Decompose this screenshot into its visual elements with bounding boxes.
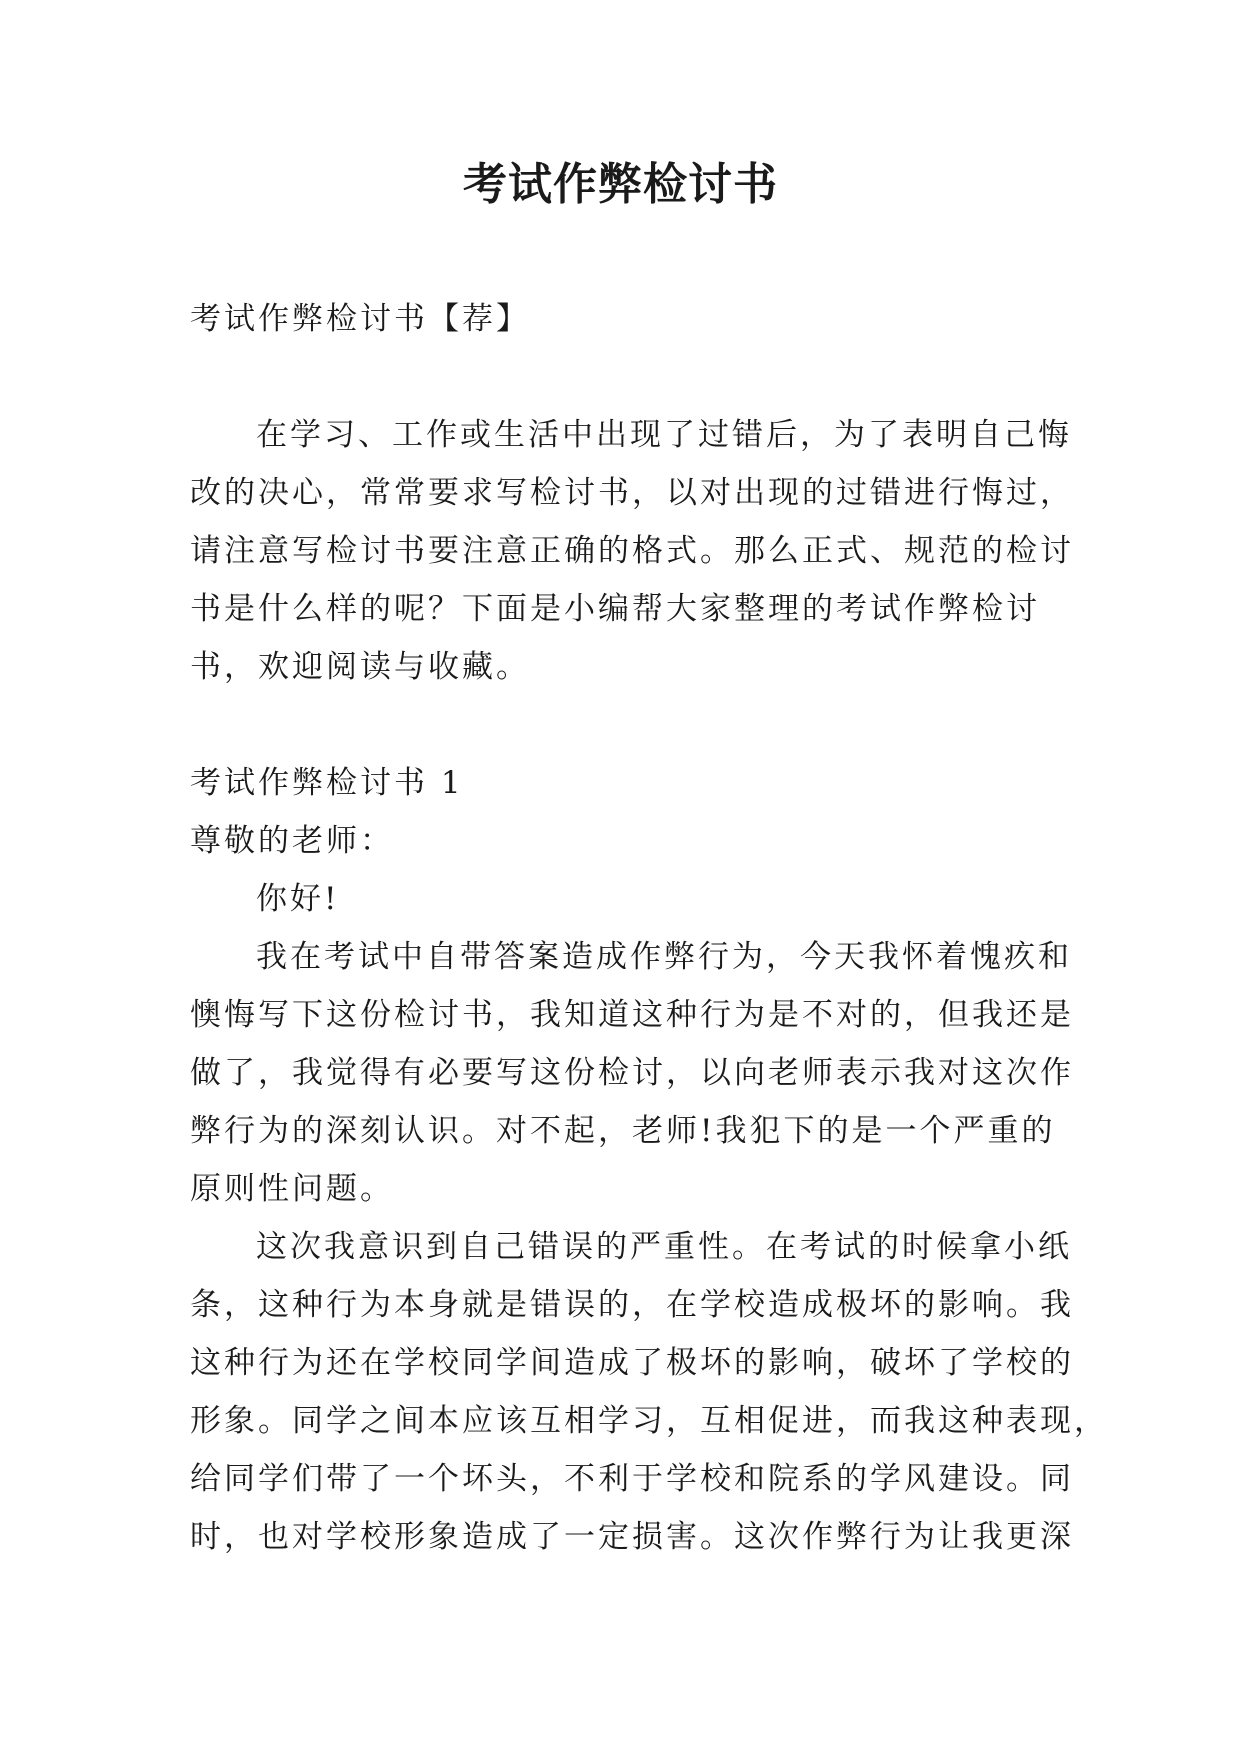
paragraph1-line: 我在考试中自带答案造成作弊行为，今天我怀着愧疚和 (256, 939, 1072, 975)
greeting: 你好! (256, 881, 340, 917)
paragraph1-line: 懊悔写下这份检讨书，我知道这种行为是不对的，但我还是 (190, 997, 1074, 1033)
intro-line: 书，欢迎阅读与收藏。 (190, 649, 530, 685)
paragraph2-line: 这种行为还在学校同学间造成了极坏的影响，破坏了学校的 (190, 1345, 1074, 1381)
blank-line (190, 696, 1060, 754)
blank-line (190, 348, 1060, 406)
paragraph1-line: 做了，我觉得有必要写这份检讨，以向老师表示我对这次作 (190, 1055, 1074, 1091)
paragraph2-line: 时，也对学校形象造成了一定损害。这次作弊行为让我更深 (190, 1519, 1074, 1555)
document-subtitle: 考试作弊检讨书【荐】 (190, 301, 530, 337)
paragraph2-line: 形象。同学之间本应该互相学习，互相促进，而我这种表现， (190, 1403, 1108, 1439)
document-body (190, 290, 1108, 1566)
paragraph1-line: 弊行为的深刻认识。对不起，老师!我犯下的是一个严重的 (190, 1113, 1056, 1149)
paragraph2-line: 这次我意识到自己错误的严重性。在考试的时候拿小纸 (256, 1229, 1072, 1265)
paragraph1-line: 原则性问题。 (190, 1171, 394, 1207)
intro-line: 在学习、工作或生活中出现了过错后，为了表明自己悔 (256, 417, 1072, 453)
intro-line: 请注意写检讨书要注意正确的格式。那么正式、规范的检讨 (190, 533, 1074, 569)
intro-line: 改的决心，常常要求写检讨书，以对出现的过错进行悔过， (190, 475, 1074, 511)
document-title: 考试作弊检讨书 (463, 159, 778, 210)
paragraph2-line: 给同学们带了一个坏头，不利于学校和院系的学风建设。同 (190, 1461, 1074, 1497)
section-heading: 考试作弊检讨书 1 (190, 765, 464, 801)
salutation: 尊敬的老师： (190, 823, 394, 859)
intro-line: 书是什么样的呢？下面是小编帮大家整理的考试作弊检讨 (190, 591, 1040, 627)
paragraph2-line: 条，这种行为本身就是错误的，在学校造成极坏的影响。我 (190, 1287, 1074, 1323)
